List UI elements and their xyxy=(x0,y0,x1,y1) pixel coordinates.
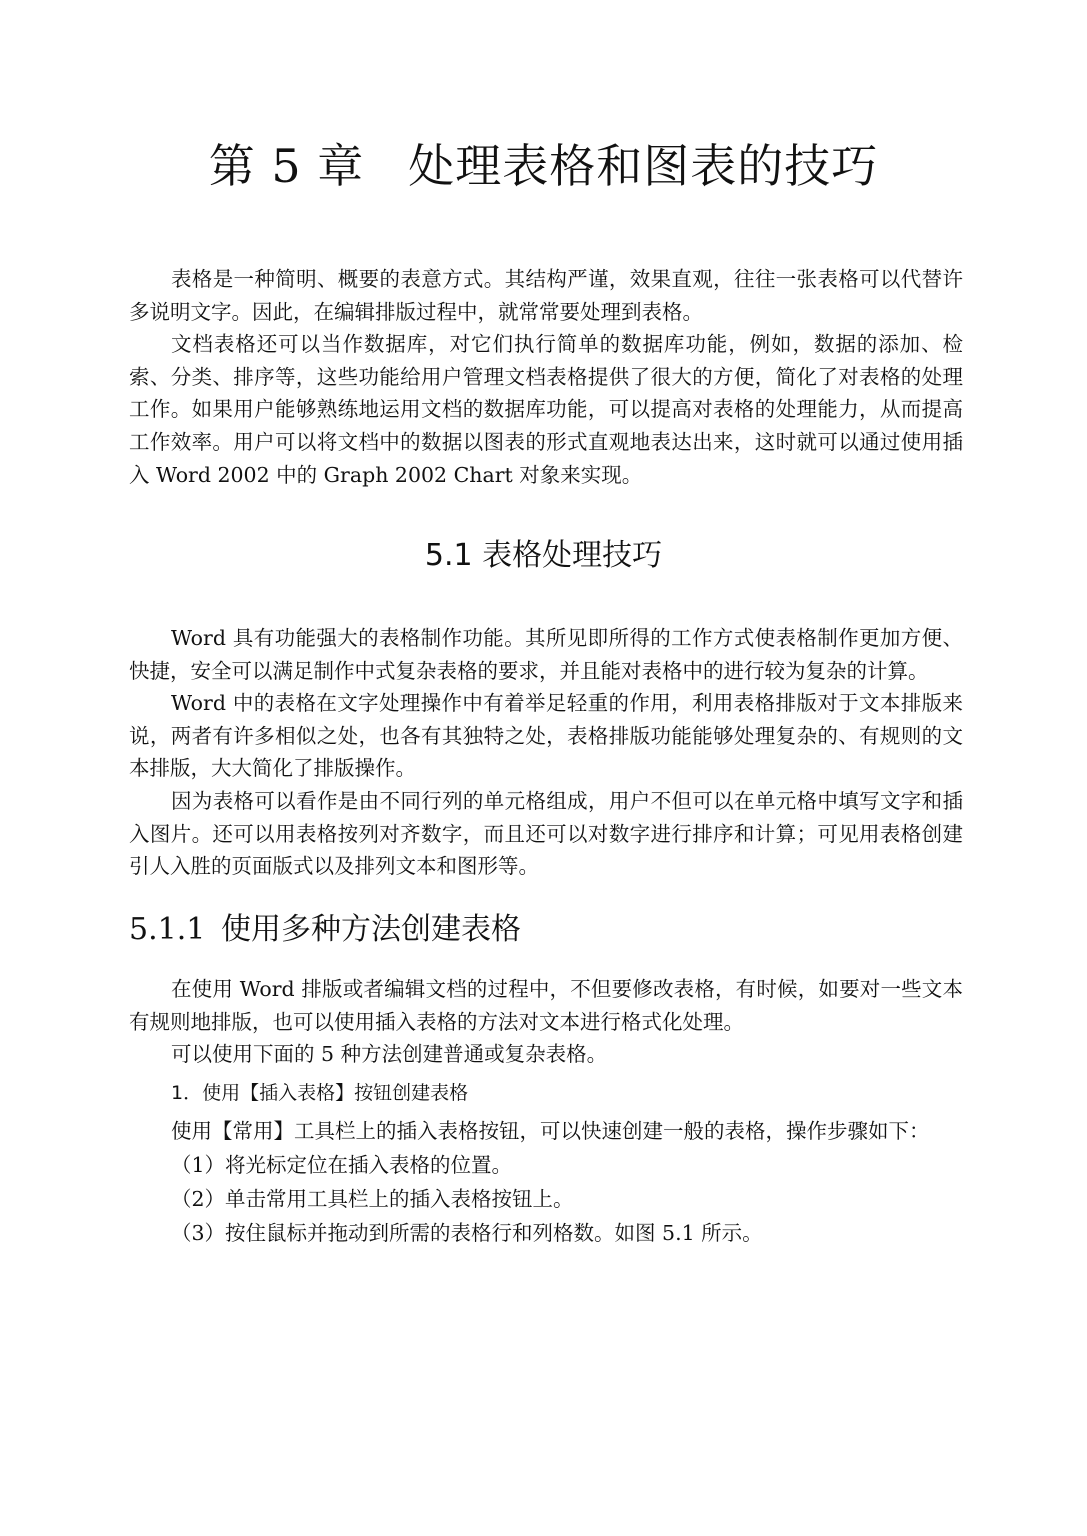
method-steps xyxy=(171,1114,971,1250)
paragraph: 文档表格还可以当作数据库，对它们执行简单的数据库功能，例如，数据的添加、检索、分类、排序等，这些功能给用户管理文档表格提供了很大的方便，简化了对表格的处理工作。如果用户能够熟练地运用文档的数据库功能，可以提高对表格的处理能力，从而提高工作效率。用户可以将文档中的数据以图表的形式直观地表达出来，这时就可以通过使用插入 Word 2002 中的 Graph 2002 Chart 对象来实现。 xyxy=(129,332,963,487)
intro-text xyxy=(129,263,963,491)
subsection-title-text: 使用多种方法创建表格 xyxy=(221,912,521,947)
step-item: （2）单击常用工具栏上的插入表格按钮上。 xyxy=(171,1187,574,1211)
paragraph: 表格是一种简明、概要的表意方式。其结构严谨，效果直观，往往一张表格可以代替许多说明文字。因此，在编辑排版过程中，就常常要处理到表格。 xyxy=(129,267,963,324)
section-title: 5.1 表格处理技巧 xyxy=(424,538,663,573)
paragraph: 因为表格可以看作是由不同行列的单元格组成，用户不但可以在单元格中填写文字和插入图片。还可以用表格按列对齐数字，而且还可以对数字进行排序和计算；可见用表格创建引人入胜的页面版式以及排列文本和图形等。 xyxy=(129,788,963,879)
section-text xyxy=(129,622,963,883)
subsection-title xyxy=(129,908,521,952)
method-heading: 1．使用【插入表格】按钮创建表格 xyxy=(171,1082,469,1104)
paragraph: Word 中的表格在文字处理操作中有着举足轻重的作用，利用表格排版对于文本排版来说，两者有许多相似之处，也各有其独特之处，表格排版功能能够处理复杂的、有规则的文本排版，大大简化了排版操作。 xyxy=(129,691,963,781)
paragraph: Word 具有功能强大的表格制作功能。其所见即所得的工作方式使表格制作更加方便、快捷，安全可以满足制作中式复杂表格的要求，并且能对表格中的进行较为复杂的计算。 xyxy=(129,626,963,683)
step-item: （1）将光标定位在插入表格的位置。 xyxy=(171,1153,513,1177)
chapter-title xyxy=(0,136,1087,196)
chapter-title-text: 处理表格和图表的技巧 xyxy=(408,139,879,193)
step-item: （3）按住鼠标并拖动到所需的表格行和列格数。如图 5.1 所示。 xyxy=(171,1221,763,1245)
chapter-number: 第 5 章 xyxy=(208,139,365,193)
paragraph: 在使用 Word 排版或者编辑文档的过程中，不但要修改表格，有时候，如要对一些文本有规则地排版，也可以使用插入表格的方法对文本进行格式化处理。 xyxy=(129,977,963,1034)
paragraph: 可以使用下面的 5 种方法创建普通或复杂表格。 xyxy=(171,1042,608,1067)
subsection-text xyxy=(129,973,963,1071)
subsection-number: 5.1.1 xyxy=(129,912,206,947)
method-lead: 使用【常用】工具栏上的插入表格按钮，可以快速创建一般的表格，操作步骤如下： xyxy=(171,1119,930,1143)
